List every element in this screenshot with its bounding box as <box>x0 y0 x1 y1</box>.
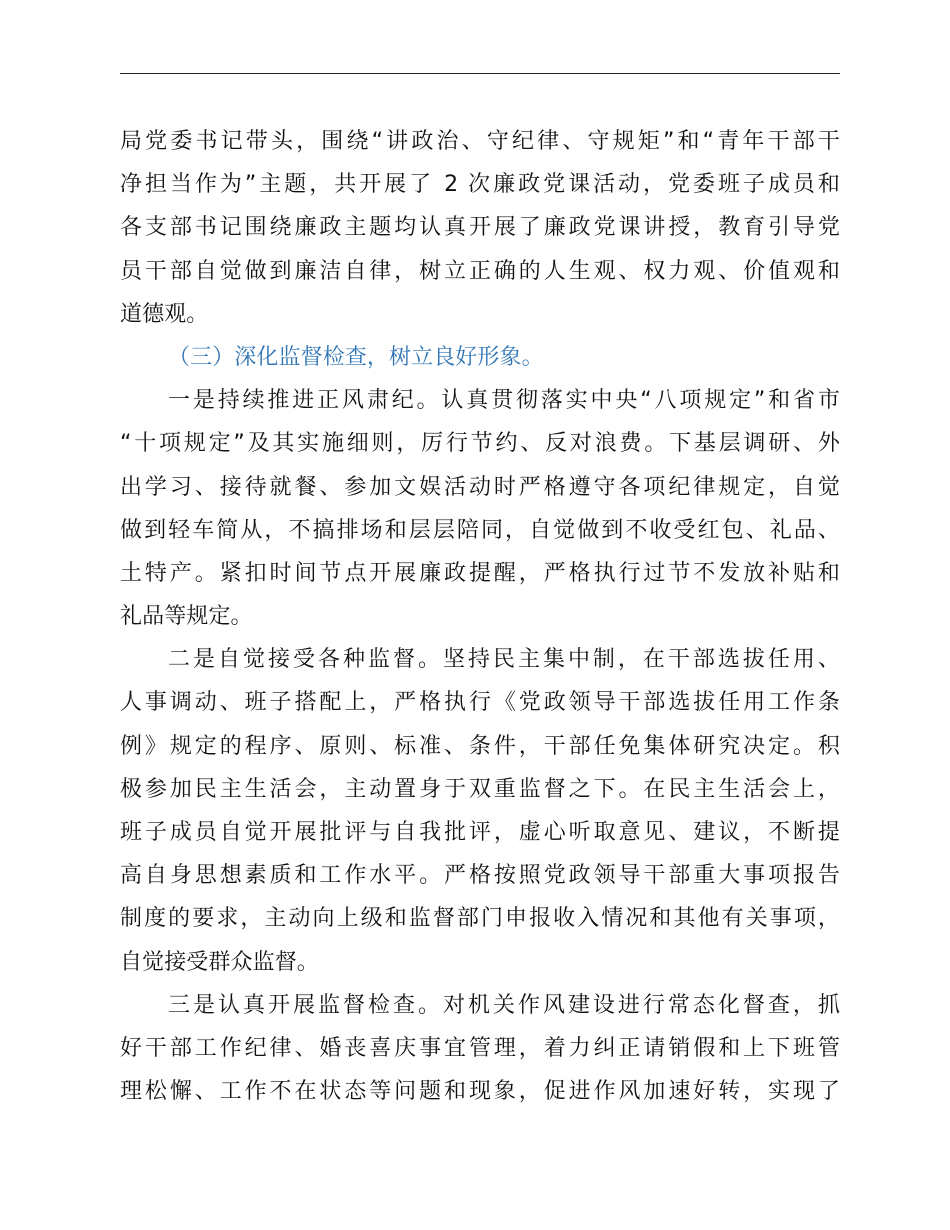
document-body <box>120 120 840 1113</box>
header-rule <box>120 73 840 74</box>
paragraph-line: 一是持续推进正风肃纪。认真贯彻落实中央“八项规定”和省市 <box>168 388 840 414</box>
paragraph-line: 三是认真开展监督检查。对机关作风建设进行常态化督查，抓 <box>168 992 840 1018</box>
paragraph-line: 人事调动、班子搭配上，严格执行《党政领导干部选拔任用工作条 <box>120 690 840 716</box>
paragraph-line: 二是自觉接受各种监督。坚持民主集中制，在干部选拔任用、 <box>168 647 840 673</box>
paragraph-line: “十项规定”及其实施细则，厉行节约、反对浪费。下基层调研、外 <box>120 431 840 457</box>
paragraph-line: 做到轻车简从，不搞排场和层层陪同，自觉做到不收受红包、礼品、 <box>120 517 840 543</box>
paragraph-line: 员干部自觉做到廉洁自律，树立正确的人生观、权力观、价值观和 <box>120 258 840 284</box>
paragraph-line: 局党委书记带头，围绕“讲政治、守纪律、守规矩”和“青年干部干 <box>120 129 840 154</box>
paragraph-line: 净担当作为”主题，共开展了 2 次廉政党课活动，党委班子成员和 <box>120 172 840 198</box>
paragraph-line: 极参加民主生活会，主动置身于双重监督之下。在民主生活会上， <box>120 776 840 802</box>
paragraph-line: 班子成员自觉开展批评与自我批评，虚心听取意见、建议，不断提 <box>120 820 840 845</box>
paragraph-line: 道德观。 <box>120 301 209 327</box>
paragraph-line: 土特产。紧扣时间节点开展廉政提醒，严格执行过节不发放补贴和 <box>120 560 840 586</box>
paragraph-line: 例》规定的程序、原则、标准、条件，干部任免集体研究决定。积 <box>120 733 840 759</box>
paragraph-line: 各支部书记围绕廉政主题均认真开展了廉政党课讲授，教育引导党 <box>120 215 840 241</box>
paragraph-line: 礼品等规定。 <box>120 604 253 630</box>
paragraph-line: 高自身思想素质和工作水平。严格按照党政领导干部重大事项报告 <box>120 863 840 889</box>
section-heading: （三）深化监督检查，树立良好形象。 <box>168 344 544 370</box>
paragraph-line: 出学习、接待就餐、参加文娱活动时严格遵守各项纪律规定，自觉 <box>120 474 840 500</box>
paragraph-line: 自觉接受群众监督。 <box>120 949 319 975</box>
paragraph-line: 制度的要求，主动向上级和监督部门申报收入情况和其他有关事项， <box>120 906 840 932</box>
paragraph-line: 好干部工作纪律、婚丧喜庆事宜管理，着力纠正请销假和上下班管 <box>120 1035 840 1061</box>
paragraph-line: 理松懈、工作不在状态等问题和现象，促进作风加速好转，实现了 <box>120 1079 840 1105</box>
